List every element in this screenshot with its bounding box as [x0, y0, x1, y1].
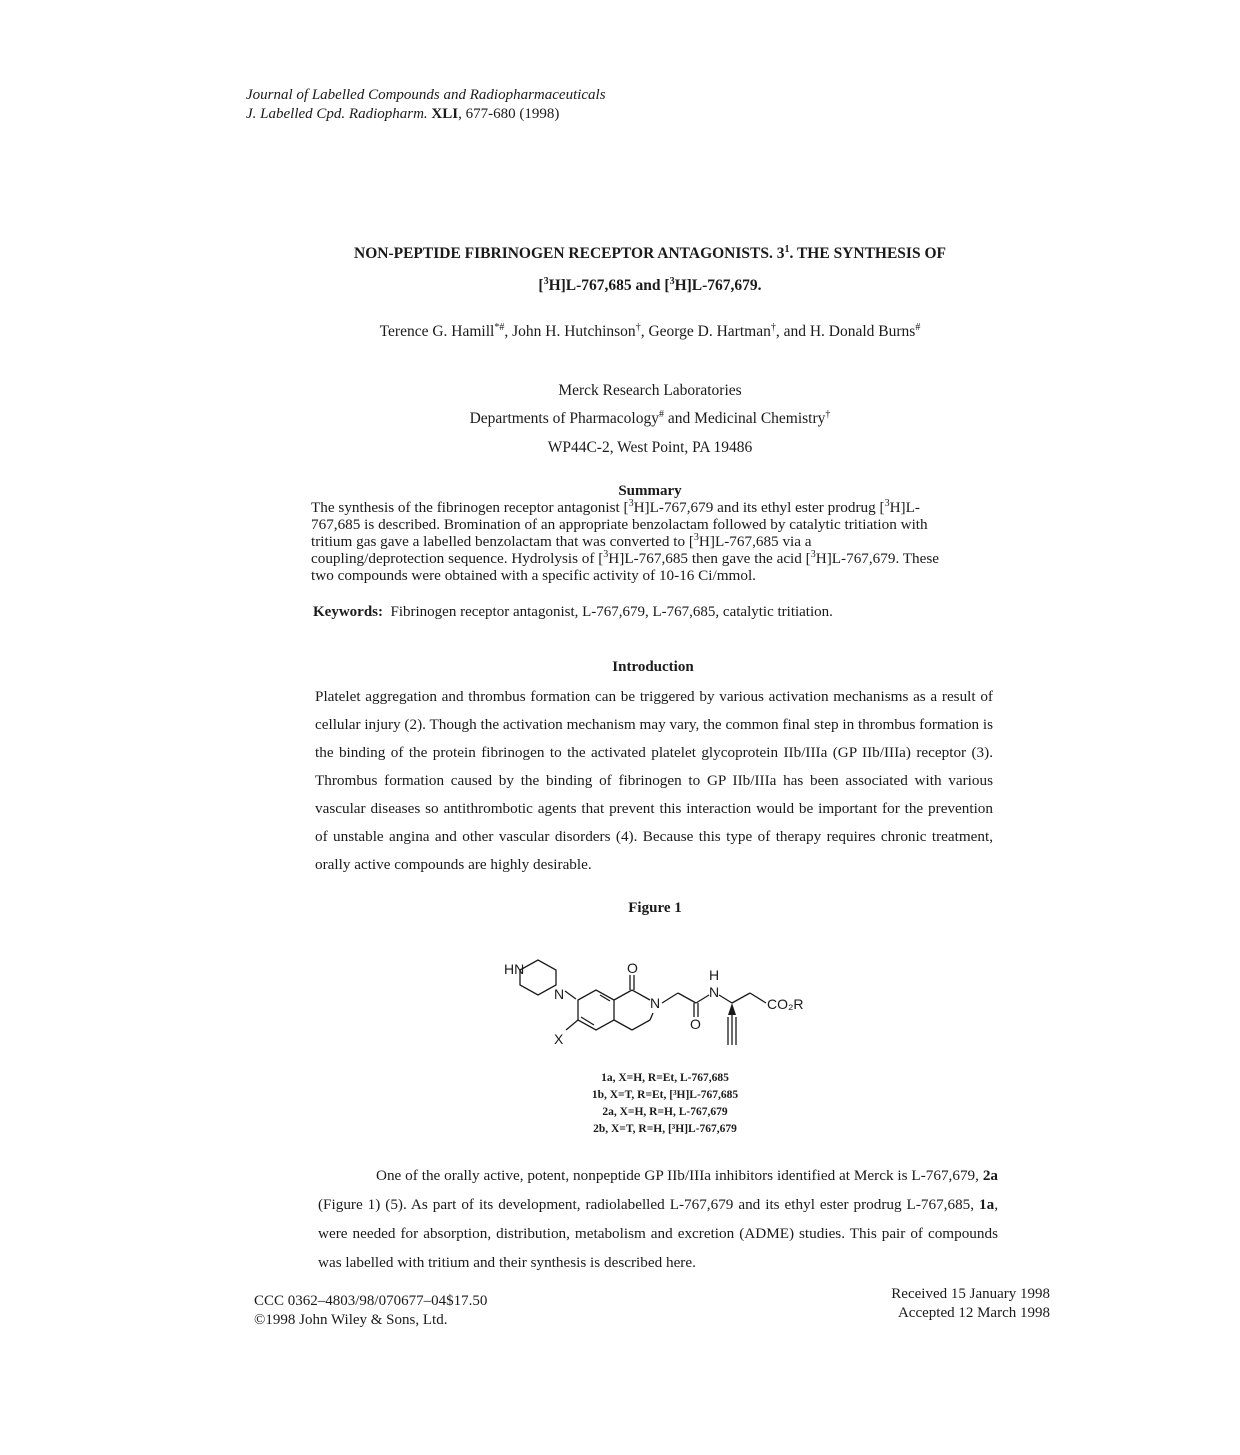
atom-x: X: [554, 1031, 564, 1047]
summary-s2: H]L-767,679 and its ethyl ester prodrug [: [633, 499, 885, 516]
benzene-double-2: [581, 1017, 594, 1025]
bond-nh-ch: [719, 995, 732, 1003]
footer-right: [820, 1285, 1050, 1323]
wedge-bond: [728, 1003, 736, 1015]
summary-s3: H]L-767,685 is described. Bromination of an appropriate benzolactam followed by catalytic tritiation with tritium gas gave a labelled benzolactam that was converted to [: [311, 499, 928, 550]
title-compound-1: H]L-767,685 and [: [548, 277, 670, 294]
atom-o-top: O: [627, 960, 638, 976]
author-3: , George D. Hartman: [640, 323, 771, 340]
footer-left: [254, 1292, 487, 1330]
body-paragraph-2: [318, 1161, 998, 1277]
dept-mark-2: †: [825, 408, 831, 420]
title-superscript: 1: [784, 243, 790, 255]
title-sup-3b: 3: [669, 275, 675, 287]
summary-text: [311, 499, 946, 584]
introduction-heading: Introduction: [612, 659, 694, 675]
paper-title: [240, 238, 1060, 302]
legend-item: 1a, X=H, R=Et, L-767,685: [601, 1072, 729, 1084]
title-sup-3a: 3: [543, 275, 549, 287]
summary-s6: H]L-767,679. These two compounds were obtained with a specific activity of 10-16 Ci/mmol.: [311, 550, 940, 584]
para2-part3: , were needed for absorption, distribution, metabolism and excretion (ADME) studies. This pair of compounds was labelled with tritium and their synthesis is described here.: [318, 1196, 998, 1271]
legend-item: 2b, X=T, R=H, [³H]L-767,679: [593, 1123, 737, 1135]
lactam-bond-3: [650, 1013, 653, 1020]
lactam-bond-2: [632, 990, 650, 1000]
para2-part2: (Figure 1) (5). As part of its development, radiolabelled L-767,679 and its ethyl ester prodrug L-767,685,: [318, 1196, 980, 1213]
lactam-bond-5: [614, 1020, 632, 1030]
title-line-1: [240, 238, 1060, 270]
keywords-text: Fibrinogen receptor antagonist, L-767,679, L-767,685, catalytic tritiation.: [390, 604, 833, 620]
bond-pip-benzene: [565, 991, 576, 999]
keywords-label: Keywords:: [313, 604, 383, 620]
para2-part1: One of the orally active, potent, nonpeptide GP IIb/IIIa inhibitors identified at Merck is L-767,679,: [376, 1167, 983, 1184]
author-4: , and H. Donald Burns: [775, 323, 916, 340]
author-2-mark: †: [635, 321, 641, 333]
copyright: ©1998 John Wiley & Sons, Ltd.: [254, 1312, 448, 1328]
legend-item: 2a, X=H, R=H, L-767,679: [602, 1106, 728, 1118]
dept-mark-1: #: [658, 408, 664, 420]
summary-sup-2: 3: [884, 497, 890, 509]
lactam-bond-4: [632, 1020, 650, 1030]
atom-n-piperazine: N: [554, 986, 565, 1002]
dept-medchem: and Medicinal Chemistry: [663, 410, 826, 427]
benzene-double-1: [600, 995, 610, 1001]
author-3-mark: †: [770, 321, 776, 333]
summary-s5: H]L-767,685 then gave the acid [: [608, 550, 811, 567]
journal-volume: XLI: [431, 106, 459, 122]
bond-co-nh: [696, 995, 709, 1003]
bond-ch-ch2: [732, 993, 750, 1003]
para2-bold-2a: 2a: [982, 1167, 998, 1184]
journal-abbrev: J. Labelled Cpd. Radiopharm.: [246, 106, 428, 122]
journal-header: [246, 86, 606, 124]
author-2: , John H. Hutchinson: [504, 323, 636, 340]
figure-legend: [540, 1070, 790, 1138]
summary-s1: The synthesis of the fibrinogen receptor antagonist [: [311, 499, 629, 516]
para2-bold-1a: 1a: [979, 1196, 995, 1213]
summary-s4: H]L-767,685 via a coupling/deprotection sequence. Hydrolysis of [: [311, 533, 812, 567]
title-bracket: [: [538, 277, 544, 294]
author-4-mark: #: [915, 321, 921, 333]
figure-heading: Figure 1: [628, 900, 682, 916]
journal-pages-year: , 677-680 (1998): [458, 106, 560, 122]
lactam-bond-1: [614, 990, 632, 1000]
introduction-paragraph: Platelet aggregation and thrombus formation can be triggered by various activation mechanisms as a result of cellular injury (2). Though the activation mechanism may vary, the common final step in thrombus formation is the binding of the protein fibrinogen to the activated platelet glycoprotein IIb/IIIa (GP IIb/IIIa) receptor (3). Thrombus formation caused by the binding of fibrinogen to GP IIb/IIIa has been associated with various vascular diseases so antithrombotic agents that prevent this interaction would be important for the prevention of unstable angina and other vascular disorders (4). Because this type of therapy requires chronic treatment, orally active compounds are highly desirable.: [315, 688, 993, 873]
atom-hn: HN: [504, 961, 525, 977]
chemical-structure: [490, 955, 830, 1055]
title-compound-2: H]L-767,679.: [674, 277, 762, 294]
author-list: [240, 323, 1060, 341]
piperazine-ring: [520, 960, 556, 995]
title-line1-tail: . THE SYNTHESIS OF: [789, 245, 946, 262]
keywords: [313, 604, 833, 621]
affiliation-org: Merck Research Laboratories: [558, 382, 742, 399]
title-line-2: [240, 270, 1060, 302]
journal-name: Journal of Labelled Compounds and Radiopharmaceuticals: [246, 87, 606, 103]
received-date: Received 15 January 1998: [891, 1286, 1050, 1302]
accepted-date: Accepted 12 March 1998: [897, 1305, 1050, 1321]
journal-citation: [246, 105, 606, 124]
bond-n-ch2: [662, 993, 678, 1003]
dept-pharmacology: Departments of Pharmacology: [469, 410, 659, 427]
atom-o-amide: O: [690, 1016, 701, 1032]
atom-n-lactam: N: [650, 995, 661, 1011]
bond-ch2-co2r: [750, 993, 766, 1003]
bond-ch2-co: [678, 993, 696, 1003]
summary-sup-3: 3: [693, 531, 699, 543]
atom-n-amide: N: [709, 984, 720, 1000]
ccc-code: CCC 0362–4803/98/070677–04$17.50: [254, 1293, 488, 1309]
affiliation-departments: [300, 410, 1000, 428]
author-1-mark: *#: [494, 321, 505, 333]
bond-x: [566, 1020, 578, 1030]
group-co2r: CO₂R: [767, 996, 804, 1012]
title-line1-main: NON-PEPTIDE FIBRINOGEN RECEPTOR ANTAGONISTS. 3: [354, 245, 785, 262]
summary-sup-4: 3: [603, 548, 609, 560]
summary-sup-5: 3: [810, 548, 816, 560]
summary-sup-1: 3: [628, 497, 634, 509]
benzene-ring: [578, 990, 614, 1030]
legend-item: 1b, X=T, R=Et, [³H]L-767,685: [591, 1089, 739, 1101]
affiliation-address: WP44C-2, West Point, PA 19486: [547, 439, 753, 456]
author-1: Terence G. Hamill: [379, 323, 495, 340]
atom-h: H: [709, 967, 720, 983]
summary-heading: Summary: [618, 483, 682, 499]
